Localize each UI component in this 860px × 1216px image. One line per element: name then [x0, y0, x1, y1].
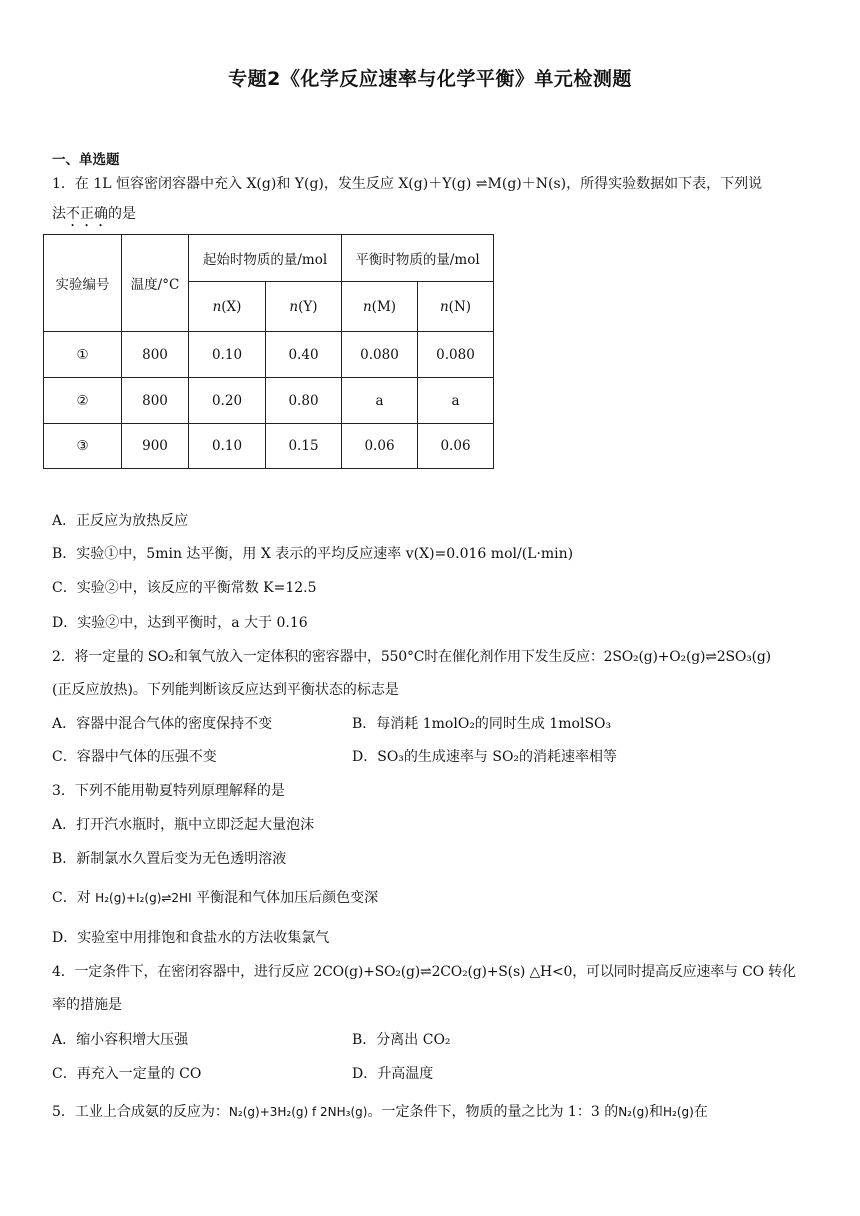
q1-option-d: D．实验②中，达到平衡时，a 大于 0.16	[52, 615, 308, 631]
table-cell: 0.20	[189, 378, 266, 424]
table-cell: a	[342, 378, 418, 424]
table-cell: a	[418, 378, 494, 424]
header-exp: 实验编号	[44, 235, 122, 332]
q5-stem-a: 5．工业上合成氨的反应为：	[52, 1104, 229, 1120]
header-temp: 温度/°C	[122, 235, 189, 332]
q5-equation: N₂(g)+3H₂(g) f 2NH₃(g)	[228, 1105, 368, 1119]
q1-emphasis: 不正确	[66, 206, 108, 222]
q4-stem-line1: 4．一定条件下，在密闭容器中，进行反应 2CO(g)+SO₂(g)⇌2CO₂(g)+S(s) △H<0，可以同时提高反应速率与 CO 转化	[52, 964, 796, 980]
q1-stem-d: 的是	[108, 206, 136, 222]
q1-stem-line1	[52, 173, 812, 195]
header-eq: 平衡时物质的量/mol	[342, 235, 494, 282]
table-cell: 0.080	[342, 332, 418, 378]
q3-option-b: B．新制氯水久置后变为无色透明溶液	[52, 851, 287, 867]
q3-option-c	[52, 887, 812, 909]
q1-stem-c: 法	[52, 206, 66, 222]
q2-stem-line1: 2．将一定量的 SO₂和氧气放入一定体积的密容器中，550°C时在催化剂作用下发生反应：2SO₂(g)+O₂(g)⇌2SO₃(g)	[52, 649, 771, 665]
table-cell: 800	[122, 332, 189, 378]
q1-stem-line2	[52, 203, 812, 230]
q5-stem-c: 和	[648, 1104, 663, 1120]
subheader-nx: n(X)	[189, 282, 266, 332]
table-cell: ③	[44, 424, 122, 469]
table-cell: 800	[122, 378, 189, 424]
q2-stem-line2: (正反应放热)。下列能判断该反应达到平衡状态的标志是	[52, 682, 399, 698]
q1-option-a: A．正反应为放热反应	[52, 513, 189, 529]
page-title: 专题2《化学反应速率与化学平衡》单元检测题	[228, 68, 632, 90]
q3-option-c-suffix: 平衡混和气体加压后颜色变深	[191, 890, 379, 906]
q1-option-b: B．实验①中，5min 达平衡，用 X 表示的平均反应速率 v(X)=0.016 mol/(L·min)	[52, 546, 574, 562]
q5-n2: N₂(g)	[618, 1105, 649, 1119]
table-cell: 0.080	[418, 332, 494, 378]
q3-option-d: D．实验室中用排饱和食盐水的方法收集氯气	[52, 930, 330, 946]
q4-option-c: C．再充入一定量的 CO	[52, 1066, 202, 1082]
table-cell: 0.40	[266, 332, 342, 378]
q5-stem	[52, 1101, 812, 1123]
table-row	[44, 332, 494, 378]
q3-option-c-prefix: C．对	[52, 890, 96, 906]
q4-option-a: A．缩小容积增大压强	[52, 1032, 189, 1048]
table-row	[44, 424, 494, 469]
q1-stem-b: M(g)＋N(s)，所得实验数据如下表，下列说	[487, 176, 763, 192]
q4-option-b: B．分离出 CO₂	[352, 1032, 451, 1048]
table-row	[44, 378, 494, 424]
table-cell: 0.15	[266, 424, 342, 469]
table-cell: 900	[122, 424, 189, 469]
q3-option-a: A．打开汽水瓶时，瓶中立即泛起大量泡沫	[52, 817, 315, 833]
table-cell: 0.06	[342, 424, 418, 469]
table-cell: 0.80	[266, 378, 342, 424]
experiment-table	[43, 234, 494, 469]
q5-stem-b: 。一定条件下，物质的量之比为 1：3 的	[367, 1104, 619, 1120]
q3-stem: 3．下列不能用勒夏特列原理解释的是	[52, 783, 285, 799]
table-cell: 0.10	[189, 332, 266, 378]
table-cell: 0.06	[418, 424, 494, 469]
subheader-ny: n(Y)	[266, 282, 342, 332]
q5-h2: H₂(g)	[662, 1105, 694, 1119]
q2-option-a: A．容器中混合气体的密度保持不变	[52, 716, 273, 732]
table-cell: ②	[44, 378, 122, 424]
q4-option-d: D．升高温度	[352, 1066, 434, 1082]
q2-option-b: B．每消耗 1molO₂的同时生成 1molSO₃	[352, 716, 612, 732]
subheader-nn: n(N)	[418, 282, 494, 332]
subheader-nm: n(M)	[342, 282, 418, 332]
equilibrium-arrow: ⇌	[475, 176, 488, 192]
section-heading: 一、单选题	[52, 152, 120, 168]
header-start: 起始时物质的量/mol	[189, 235, 342, 282]
q4-stem-line2: 率的措施是	[52, 997, 122, 1013]
q3-equation: H₂(g)+I₂(g)⇌2HI	[95, 891, 192, 905]
table-cell: 0.10	[189, 424, 266, 469]
q5-stem-d: 在	[693, 1104, 708, 1120]
q1-option-c: C．实验②中，该反应的平衡常数 K=12.5	[52, 580, 317, 596]
q2-option-c: C．容器中气体的压强不变	[52, 749, 217, 765]
table-cell: ①	[44, 332, 122, 378]
q2-option-d: D．SO₃的生成速率与 SO₂的消耗速率相等	[352, 749, 618, 765]
q1-stem-a: 1．在 1L 恒容密闭容器中充入 X(g)和 Y(g)，发生反应 X(g)＋Y(g)	[52, 176, 476, 192]
